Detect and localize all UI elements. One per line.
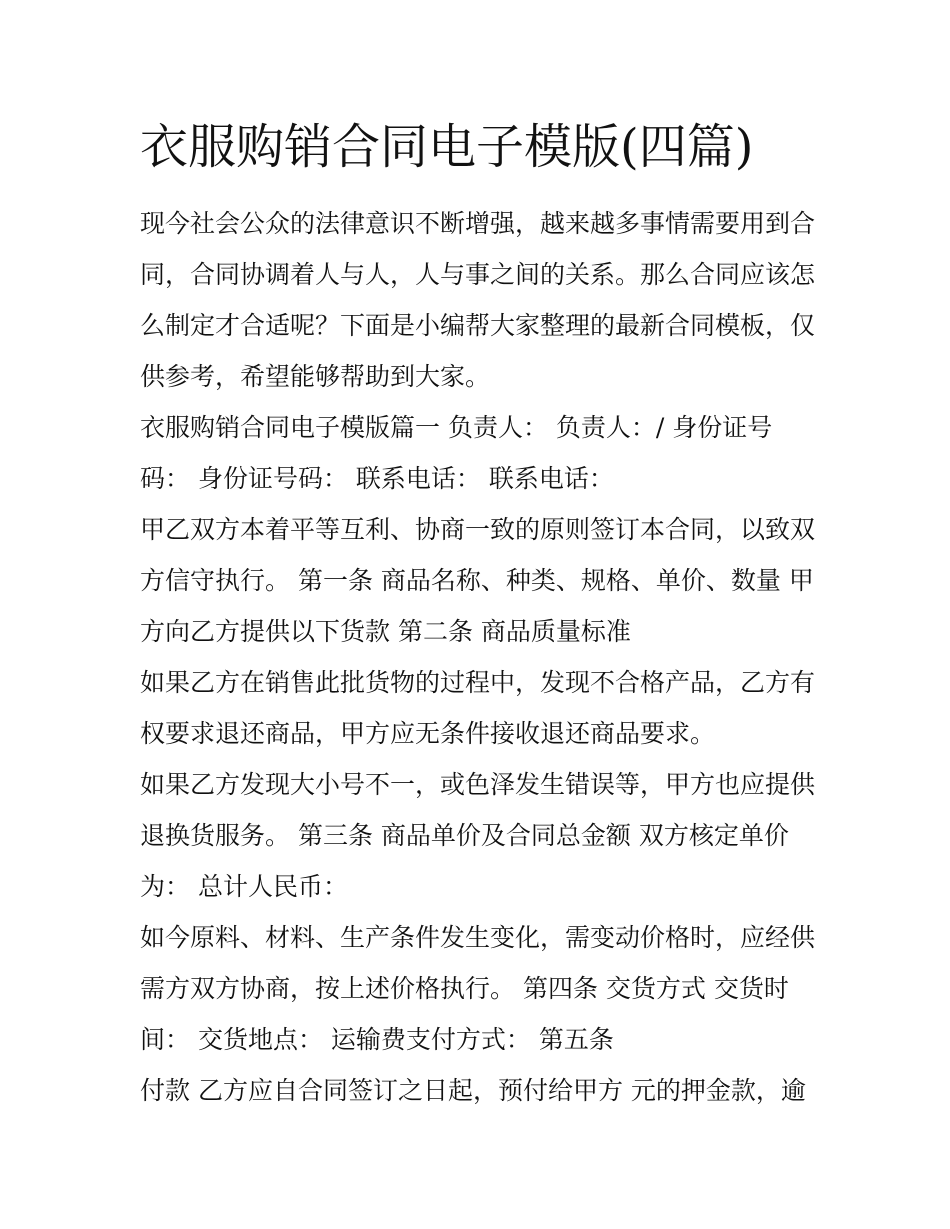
body-line: 同，合同协调着人与人，人与事之间的关系。那么合同应该怎 [140,260,816,289]
body-line: 甲乙双方本着平等互利、协商一致的原则签订本合同，以致双 [140,515,816,544]
body-line: 码： 身份证号码： 联系电话： 联系电话： [140,464,614,493]
body-line: 如果乙方在销售此批货物的过程中，发现不合格产品，乙方有 [140,668,816,697]
body-line: 为： 总计人民币： [140,872,348,901]
body-line: 权要求退还商品，甲方应无条件接收退还商品要求。 [140,719,716,748]
body-line: 方信守执行。 第一条 商品名称、种类、规格、单价、数量 甲 [140,566,814,595]
body-line: 供参考，希望能够帮助到大家。 [140,362,491,391]
body-line: 么制定才合适呢？下面是小编帮大家整理的最新合同模板，仅 [140,311,816,340]
document-body [140,198,820,1116]
document-title: 衣服购销合同电子模版(四篇) [140,119,754,175]
body-line: 需方双方协商，按上述价格执行。 第四条 交货方式 交货时 [140,974,789,1003]
body-line: 退换货服务。 第三条 商品单价及合同总金额 双方核定单价 [140,821,789,850]
body-line: 间： 交货地点： 运输费支付方式： 第五条 [140,1025,614,1054]
body-line: 现今社会公众的法律意识不断增强，越来越多事情需要用到合 [140,209,816,238]
body-line: 如今原料、材料、生产条件发生变化，需变动价格时，应经供 [140,923,816,952]
body-line: 衣服购销合同电子模版篇一 负责人： 负责人：/ 身份证号 [140,413,773,442]
body-line: 付款 乙方应自合同签订之日起，预付给甲方 元的押金款，逾 [140,1076,806,1105]
body-line: 如果乙方发现大小号不一，或色泽发生错误等，甲方也应提供 [140,770,816,799]
body-line: 方向乙方提供以下货款 第二条 商品质量标准 [140,617,631,646]
